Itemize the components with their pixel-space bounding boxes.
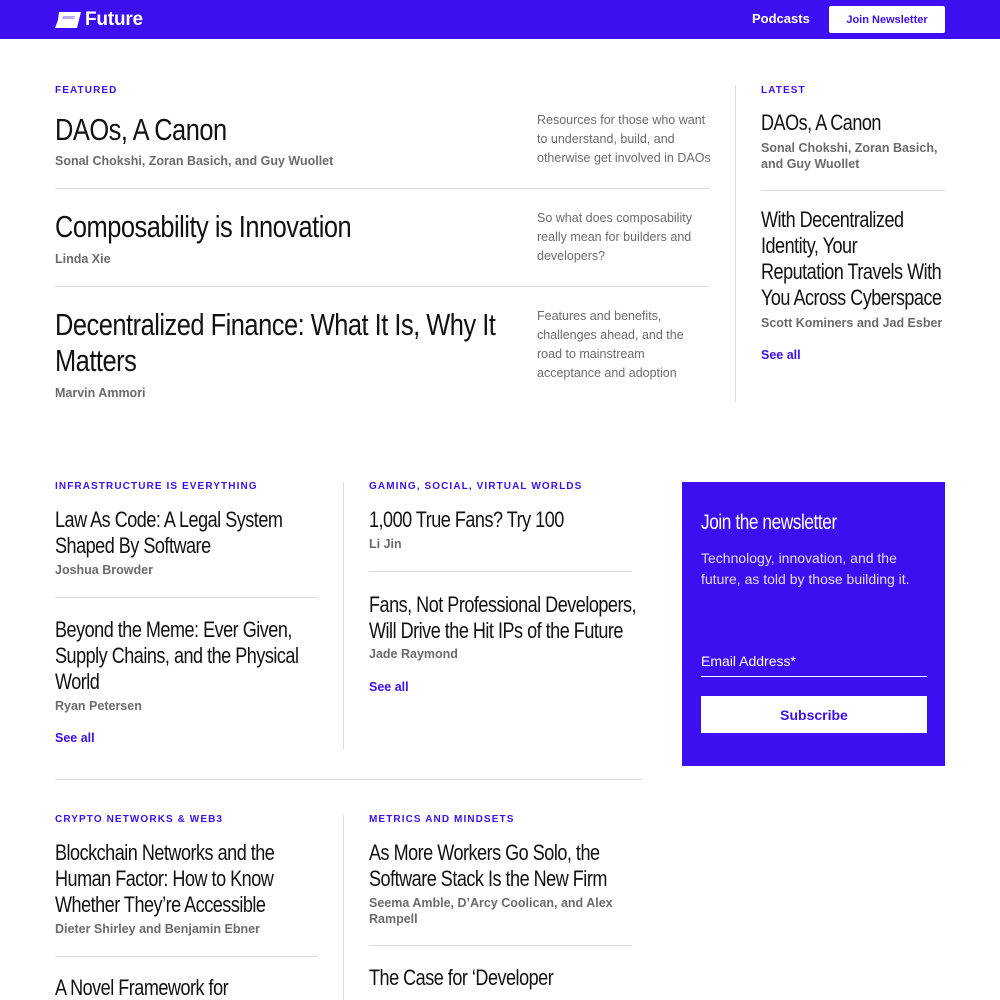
vertical-divider <box>343 482 344 749</box>
join-newsletter-button[interactable]: Join Newsletter <box>829 6 945 33</box>
future-logo[interactable] <box>55 9 143 31</box>
latest-article-2-title[interactable]: With Decentralized Identity, Your Reputation Travels With You Across Cyberspace <box>761 207 942 310</box>
gaming-article-2-authors[interactable]: Jade Raymond <box>369 647 458 661</box>
future-logo-icon <box>55 12 81 28</box>
infrastructure-article-2-title[interactable]: Beyond the Meme: Ever Given, Supply Chains, and the Physical World <box>55 617 299 694</box>
vertical-divider <box>735 85 736 402</box>
divider <box>55 188 710 189</box>
featured-article-3-authors[interactable]: Marvin Ammori <box>55 386 146 400</box>
divider <box>369 571 632 572</box>
divider <box>761 190 945 191</box>
divider <box>55 956 318 957</box>
metrics-article-1-title[interactable]: As More Workers Go Solo, the Software Stack Is the New Firm <box>369 840 607 891</box>
latest-article-1-authors[interactable]: Sonal Chokshi, Zoran Basich, and Guy Wuollet <box>761 141 938 171</box>
metrics-article-2-title[interactable]: The Case for ‘Developer <box>369 965 554 990</box>
crypto-article-2-title[interactable]: A Novel Framework for <box>55 975 229 1000</box>
crypto-article-1-title[interactable]: Blockchain Networks and the Human Factor: How to Know Whether They’re Accessible <box>55 840 275 917</box>
infrastructure-article-1-title[interactable]: Law As Code: A Legal System Shaped By Software <box>55 507 283 558</box>
gaming-article-1-authors[interactable]: Li Jin <box>369 537 402 551</box>
featured-article-3-description: Features and benefits, challenges ahead, and the road to mainstream acceptance and adoption <box>537 309 684 380</box>
infrastructure-article-2-authors[interactable]: Ryan Petersen <box>55 699 142 713</box>
latest-article-1-title[interactable]: DAOs, A Canon <box>761 110 881 135</box>
divider <box>369 945 632 946</box>
top-navigation-bar <box>0 0 1000 39</box>
divider <box>55 597 318 598</box>
featured-article-1-description: Resources for those who want to understand, build, and otherwise get involved in DAOs <box>537 113 711 165</box>
metrics-article-1-authors[interactable]: Seema Amble, D’Arcy Coolican, and Alex Rampell <box>369 896 613 926</box>
infrastructure-see-all-link[interactable]: See all <box>55 731 95 745</box>
featured-article-2-description: So what does composability really mean for builders and developers? <box>537 211 692 263</box>
gaming-see-all-link[interactable]: See all <box>369 680 409 694</box>
featured-section-label: FEATURED <box>55 85 118 96</box>
divider <box>55 779 642 780</box>
featured-article-1-authors[interactable]: Sonal Chokshi, Zoran Basich, and Guy Wuollet <box>55 154 334 168</box>
crypto-article-1-authors[interactable]: Dieter Shirley and Benjamin Ebner <box>55 922 260 936</box>
vertical-divider <box>343 815 344 1000</box>
logo-text: Future <box>85 9 143 30</box>
gaming-article-1-title[interactable]: 1,000 True Fans? Try 100 <box>369 507 564 532</box>
newsletter-signup-panel <box>682 482 945 766</box>
gaming-section-label: GAMING, SOCIAL, VIRTUAL WORLDS <box>369 481 583 492</box>
newsletter-description: Technology, innovation, and the future, as told by those building it. <box>701 550 910 587</box>
gaming-article-2-title[interactable]: Fans, Not Professional Developers, Will Drive the Hit IPs of the Future <box>369 592 637 643</box>
crypto-section-label: CRYPTO NETWORKS & WEB3 <box>55 814 224 825</box>
infrastructure-article-1-authors[interactable]: Joshua Browder <box>55 563 153 577</box>
featured-article-2-title[interactable]: Composability is Innovation <box>55 209 352 244</box>
latest-see-all-link[interactable]: See all <box>761 348 801 362</box>
subscribe-button[interactable]: Subscribe <box>701 696 927 733</box>
newsletter-title: Join the newsletter <box>701 511 837 534</box>
featured-article-2-authors[interactable]: Linda Xie <box>55 252 111 266</box>
infrastructure-section-label: INFRASTRUCTURE IS EVERYTHING <box>55 481 258 492</box>
email-address-input[interactable] <box>701 646 927 677</box>
divider <box>55 286 710 287</box>
latest-section-label: LATEST <box>761 85 806 96</box>
nav-podcasts-link[interactable]: Podcasts <box>752 11 810 26</box>
latest-article-2-authors[interactable]: Scott Kominers and Jad Esber <box>761 316 943 330</box>
featured-article-3-title[interactable]: Decentralized Finance: What It Is, Why It Matters <box>55 307 496 378</box>
featured-article-1-title[interactable]: DAOs, A Canon <box>55 112 227 147</box>
metrics-section-label: METRICS AND MINDSETS <box>369 814 515 825</box>
